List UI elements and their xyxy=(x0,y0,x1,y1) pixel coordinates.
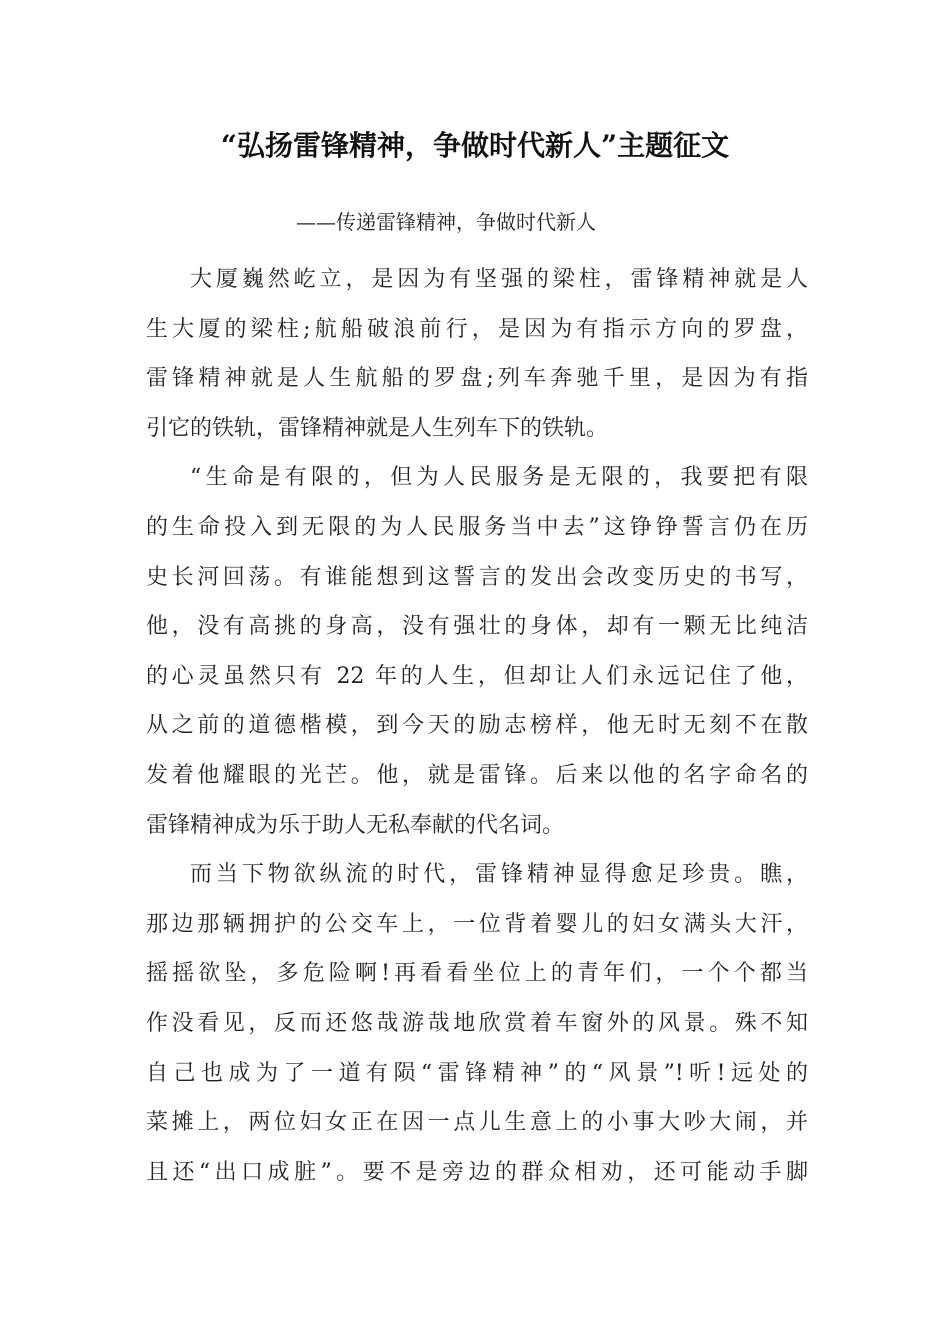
paragraph-line: 生大厦的梁柱;航船破浪前行，是因为有指示方向的罗盘， xyxy=(146,316,808,342)
document-title: “弘扬雷锋精神，争做时代新人”主题征文 xyxy=(220,129,730,162)
paragraph-line: 发着他耀眼的光芒。他，就是雷锋。后来以他的名字命名的 xyxy=(146,762,808,788)
paragraph-line: “生命是有限的，但为人民服务是无限的，我要把有限 xyxy=(190,465,808,491)
paragraph-line: 作没看见，反而还悠哉游哉地欣赏着车窗外的风景。殊不知 xyxy=(146,1010,808,1036)
paragraph-line: 的心灵虽然只有 22 年的人生，但却让人们永远记住了他， xyxy=(146,663,808,689)
document-subtitle: ——传递雷锋精神，争做时代新人 xyxy=(296,210,596,234)
paragraph-line: 从之前的道德楷模，到今天的励志榜样，他无时无刻不在散 xyxy=(146,713,808,739)
paragraph-line: 史长河回荡。有谁能想到这誓言的发出会改变历史的书写， xyxy=(146,564,808,590)
paragraph-line: 菜摊上，两位妇女正在因一点儿生意上的小事大吵大闹，并 xyxy=(146,1110,808,1136)
paragraph-line: 摇摇欲坠，多危险啊!再看看坐位上的青年们，一个个都当 xyxy=(146,961,808,987)
paragraph-line: 大厦巍然屹立，是因为有坚强的梁柱，雷锋精神就是人 xyxy=(190,267,808,292)
paragraph-line: 那边那辆拥护的公交车上，一位背着婴儿的妇女满头大汗， xyxy=(146,911,808,937)
paragraph-line: 的生命投入到无限的为人民服务当中去”这铮铮誓言仍在历 xyxy=(146,514,808,540)
paragraph-line: 引它的铁轨，雷锋精神就是人生列车下的铁轨。 xyxy=(146,415,609,441)
paragraph-3 xyxy=(146,850,808,1197)
paragraph-line: 雷锋精神成为乐于助人无私奉献的代名词。 xyxy=(146,812,565,838)
paragraph-2 xyxy=(146,453,808,850)
paragraph-line: 雷锋精神就是人生航船的罗盘;列车奔驰千里，是因为有指 xyxy=(146,366,808,392)
paragraph-line: 自己也成为了一道有陨“雷锋精神”的“风景”!听!远处的 xyxy=(146,1060,808,1086)
paragraph-1 xyxy=(146,255,808,453)
paragraph-line: 且还“出口成脏”。要不是旁边的群众相劝，还可能动手脚 xyxy=(146,1159,808,1185)
paragraph-line: 而当下物欲纵流的时代，雷锋精神显得愈足珍贵。瞧， xyxy=(190,862,808,888)
paragraph-line: 他，没有高挑的身高，没有强壮的身体，却有一颗无比纯洁 xyxy=(146,614,808,640)
document-body xyxy=(146,255,808,1197)
